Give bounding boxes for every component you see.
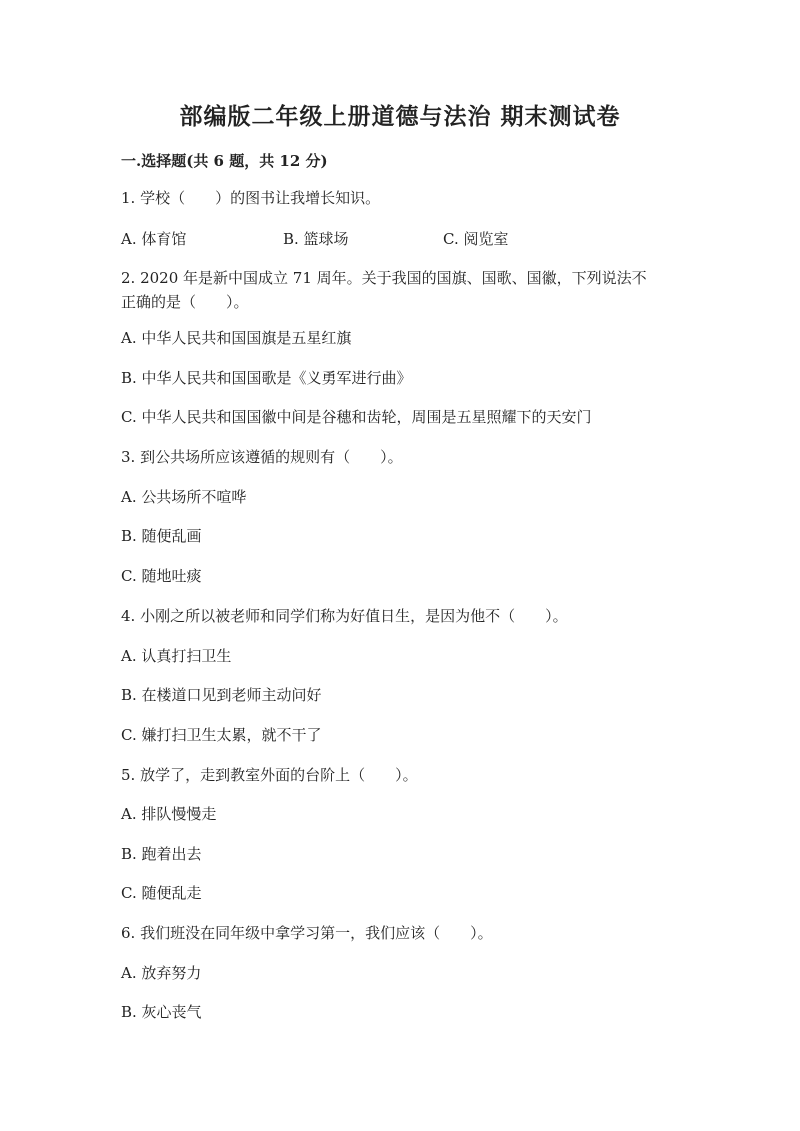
question-3-stem: 3. 到公共场所应该遵循的规则有（ ）。 [121,448,403,466]
page-title: 部编版二年级上册道德与法治 期末测试卷 [179,103,621,130]
question-3-option-b: B. 随便乱画 [121,527,202,545]
question-4-option-b: B. 在楼道口见到老师主动问好 [121,686,322,704]
question-2-stem-line-1: 2. 2020 年是新中国成立 71 周年。关于我国的国旗、国歌、国徽，下列说法不 [121,269,647,287]
question-4-option-a: A. 认真打扫卫生 [121,647,232,665]
question-6-option-b: B. 灰心丧气 [121,1003,202,1021]
question-2-option-b: B. 中华人民共和国国歌是《义勇军进行曲》 [121,369,412,387]
question-1-option-a: A. 体育馆 [121,230,187,248]
question-5-stem: 5. 放学了，走到教室外面的台阶上（ ）。 [121,766,418,784]
question-2-option-c: C. 中华人民共和国国徽中间是谷穗和齿轮，周围是五星照耀下的天安门 [121,408,592,426]
question-3-option-a: A. 公共场所不喧哗 [121,488,247,506]
question-1-stem: 1. 学校（ ）的图书让我增长知识。 [121,189,381,207]
question-5-option-b: B. 跑着出去 [121,845,202,863]
question-6-option-a: A. 放弃努力 [121,964,202,982]
question-2-option-a: A. 中华人民共和国国旗是五星红旗 [121,329,352,347]
question-1-option-c: C. 阅览室 [443,230,509,248]
question-1-option-b: B. 篮球场 [283,230,349,248]
question-3-option-c: C. 随地吐痰 [121,567,202,585]
question-4-stem: 4. 小刚之所以被老师和同学们称为好值日生，是因为他不（ ）。 [121,607,568,625]
question-5-option-a: A. 排队慢慢走 [121,805,217,823]
question-5-option-c: C. 随便乱走 [121,884,202,902]
question-2-stem-line-2: 正确的是（ ）。 [121,293,249,311]
section-heading: 一.选择题(共 6 题，共 12 分) [121,152,328,170]
question-4-option-c: C. 嫌打扫卫生太累，就不干了 [121,726,322,744]
question-6-stem: 6. 我们班没在同年级中拿学习第一，我们应该（ ）。 [121,924,493,942]
